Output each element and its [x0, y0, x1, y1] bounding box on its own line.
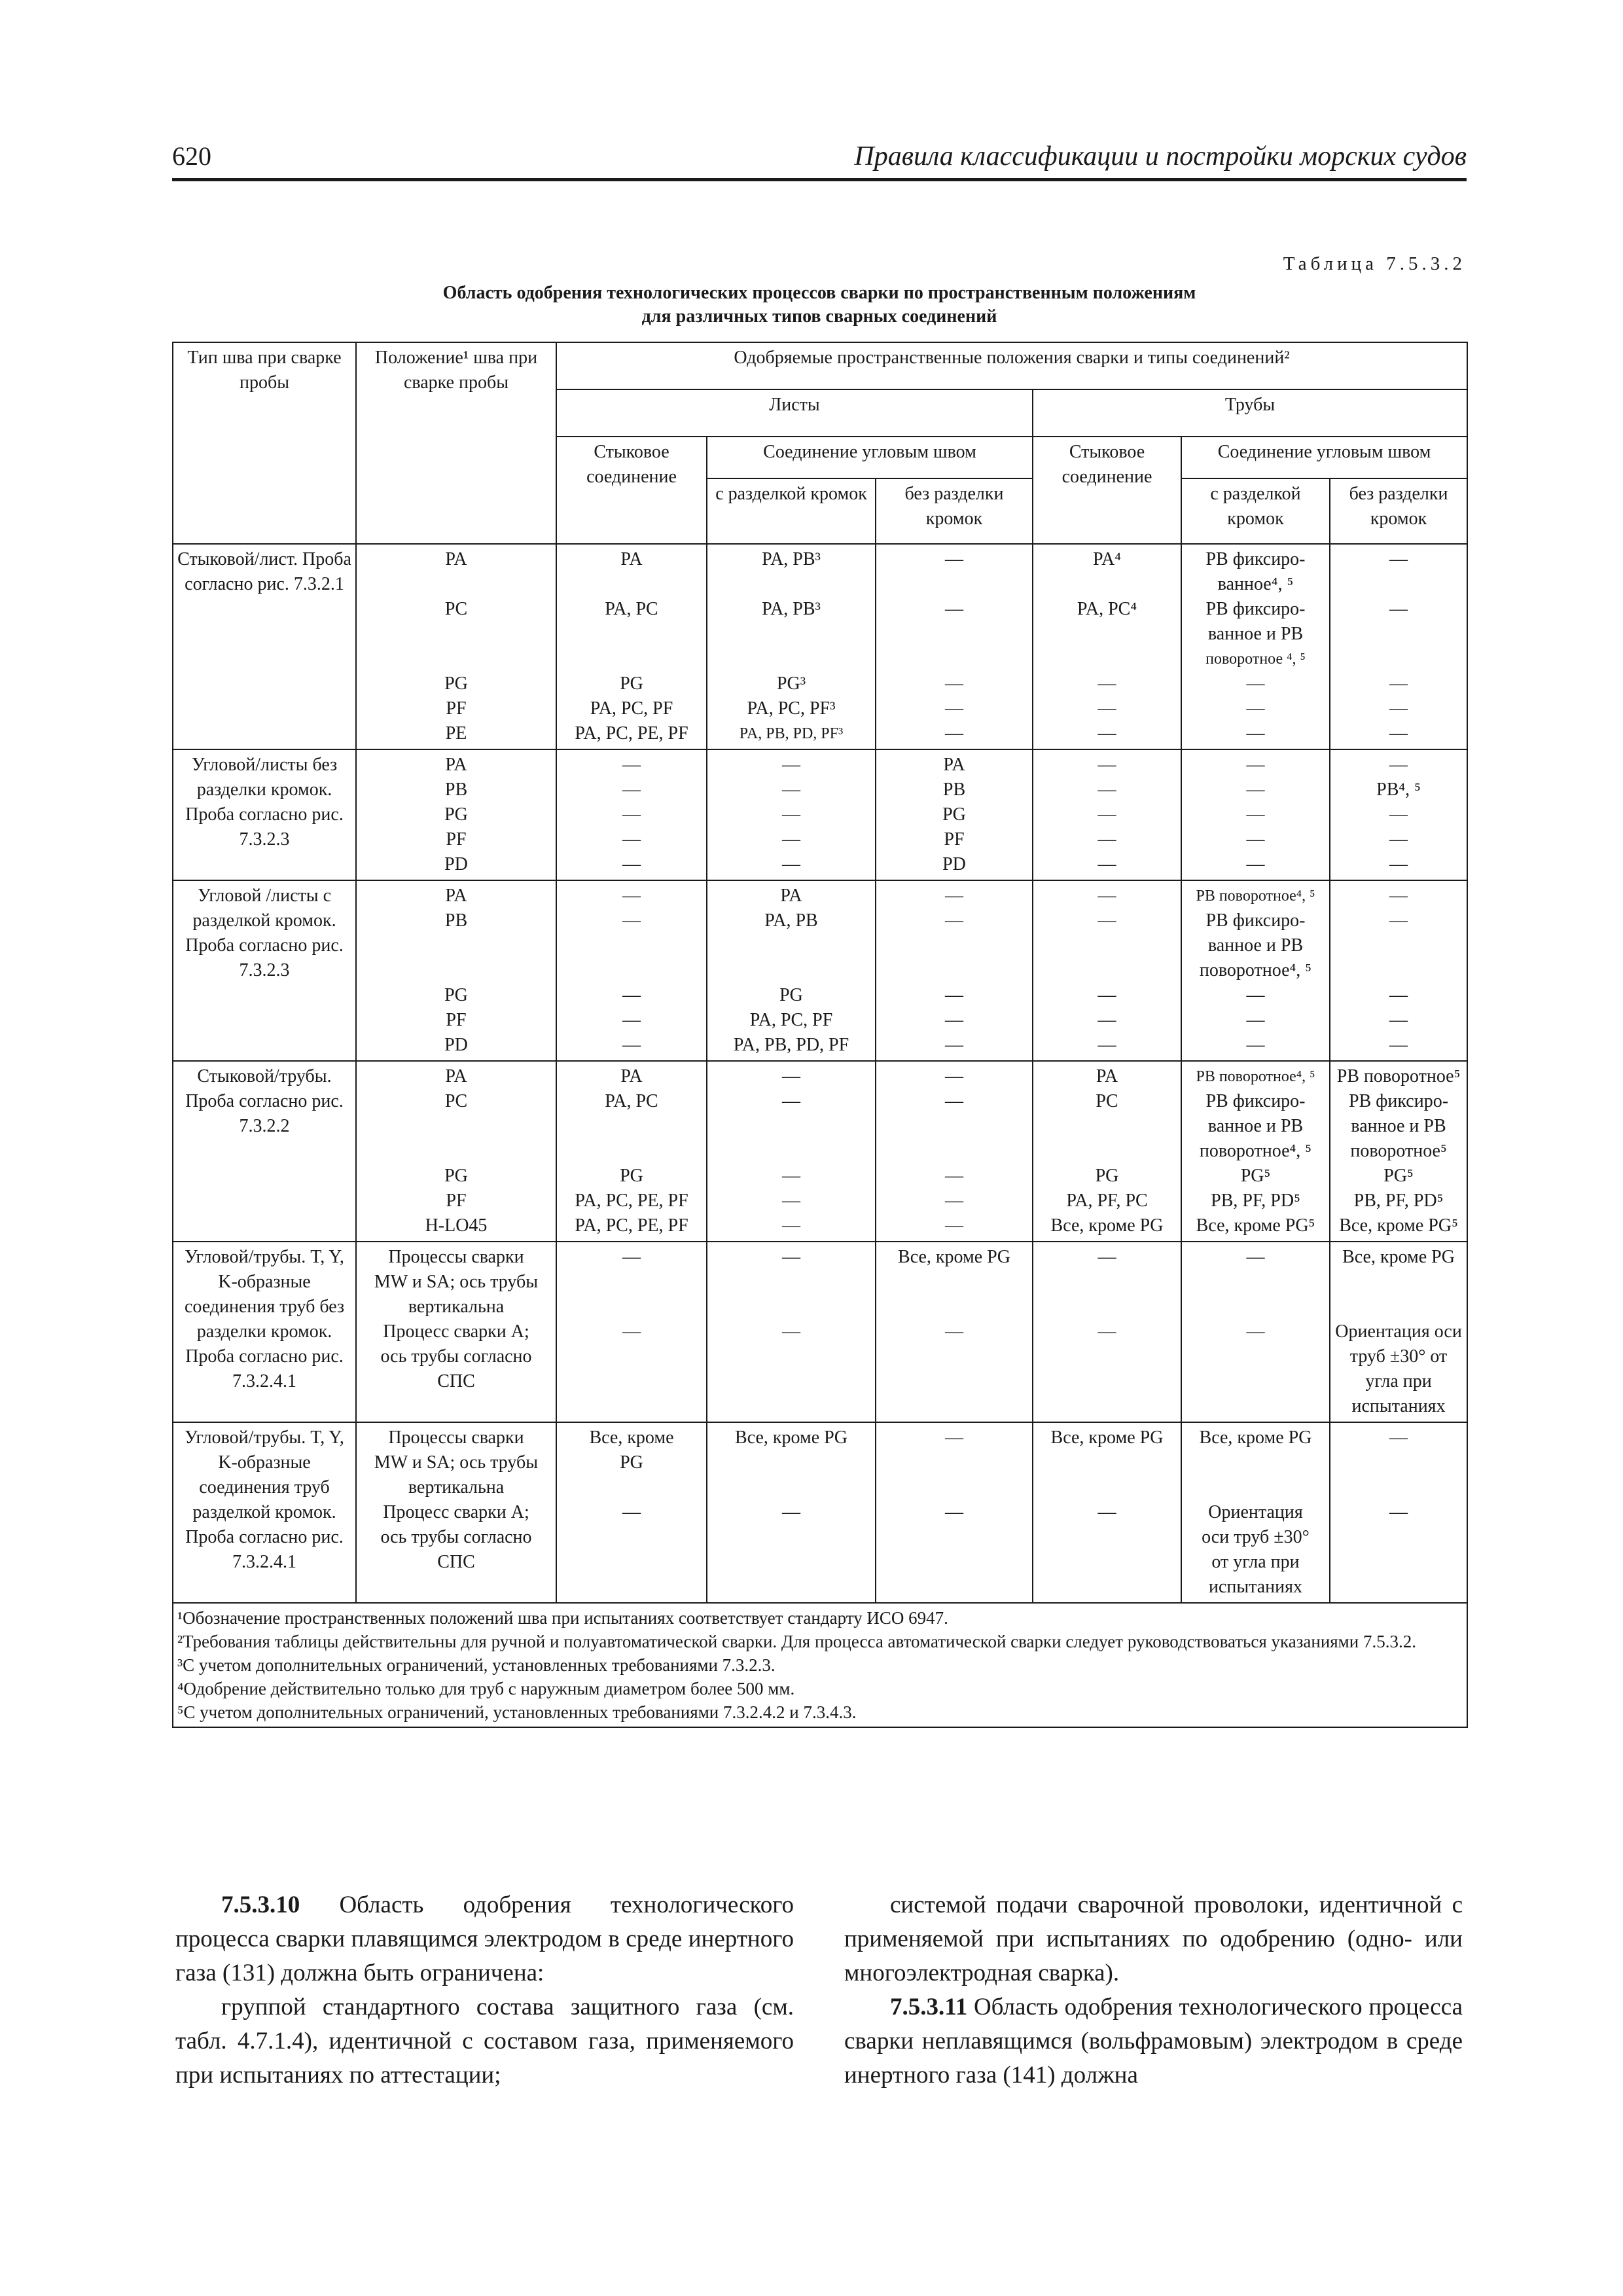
table-row-group [173, 1242, 1467, 1422]
note-4: ⁴Одобрение действительно только для труб с наружным диаметром более 500 мм. [177, 1679, 795, 1698]
table-row-group [173, 544, 1467, 749]
pipes-fillet-no-bevel-cell: — — — — — [1330, 544, 1467, 749]
sheets-fillet-bevel-cell: — — — — — [707, 1061, 876, 1242]
test-position-cell: Процессы сварки MW и SA; ось трубы вертикальна Процесс сварки A; ось трубы согласно СПС [356, 1242, 556, 1422]
sheets-fillet-no-bevel-cell: — — — — — [876, 544, 1033, 749]
pipes-fillet-bevel-cell: PB поворотное⁴, ⁵ PB фиксиро- ванное и PB поворотное⁴, ⁵ — — — [1181, 880, 1330, 1061]
weld-type-cell: Угловой /листы с разделкой кромок. Проба согласно рис. 7.3.2.3 [173, 880, 356, 1061]
paragraph-7-5-3-10: 7.5.3.10 Область одобрения технологического процесса сварки плавящимся электродом в среде инертного газа (131) должна быть ограничена: [175, 1892, 794, 1986]
table-row-group [173, 1061, 1467, 1242]
pipes-butt-cell: — — — — — [1033, 880, 1181, 1061]
caption-line-1: Область одобрения технологических процессов сварки по пространственным положениям [442, 283, 1196, 303]
pipes-fillet-no-bevel-cell: PB поворотное⁵ PB фиксиро- ванное и PB поворотное⁵ PG⁵ PB, PF, PD⁵ Все, кроме PG⁵ [1330, 1061, 1467, 1242]
test-position-cell: PA PB PG PF PD [356, 880, 556, 1061]
table-row-group [173, 1422, 1467, 1603]
pipes-fillet-no-bevel-cell: Все, кроме PG Ориентация оси труб ±30° от угла при испытаниях [1330, 1242, 1467, 1422]
sheets-butt-cell: Все, кроме PG — [556, 1422, 707, 1603]
pipes-fillet-no-bevel-cell: — — — — — [1330, 880, 1467, 1061]
table-label: Таблица 7.5.3.2 [1283, 253, 1466, 274]
sheets-butt-cell: PA PA, PC PG PA, PC, PF PA, PC, PE, PF [556, 544, 707, 749]
pipes-fillet-bevel-cell: PB поворотное⁴, ⁵ PB фиксиро- ванное и PB поворотное⁴, ⁵ PG⁵ PB, PF, PD⁵ Все, кроме PG⁵ [1181, 1061, 1330, 1242]
pipes-butt-cell: — — [1033, 1242, 1181, 1422]
sheets-fillet-bevel-cell: PA, PB³ PA, PB³ PG³ PA, PC, PF³ PA, PB, PD, PF³ [707, 544, 876, 749]
paragraph-gas-group: группой стандартного состава защитного газа (см. табл. 4.7.1.4), идентичной с составом газа, применяемого при испытаниях по аттестации; [175, 1994, 794, 2089]
sheets-fillet-bevel-cell: — — — — — [707, 749, 876, 880]
header-sheets-fillet: Соединение угловым швом [707, 437, 1033, 478]
table-row-group [173, 749, 1467, 880]
table-notes [173, 1603, 1467, 1727]
sheets-butt-cell: — — [556, 1242, 707, 1422]
header-test-weld-type: Тип шва при сварке пробы [173, 342, 356, 544]
sheets-butt-cell: — — — — — [556, 749, 707, 880]
header-pipes-without-bevel: без разделки кромок [1330, 478, 1467, 544]
sheets-fillet-no-bevel-cell: PA PB PG PF PD [876, 749, 1033, 880]
sheets-butt-cell: PA PA, PC PG PA, PC, PE, PF PA, PC, PE, PF [556, 1061, 707, 1242]
pipes-fillet-bevel-cell: — — [1181, 1242, 1330, 1422]
pipes-fillet-bevel-cell: Все, кроме PG Ориентация оси труб ±30° от угла при испытаниях [1181, 1422, 1330, 1603]
test-position-cell: PA PB PG PF PD [356, 749, 556, 880]
table-row-group [173, 880, 1467, 1061]
header-test-position: Положение¹ шва при сварке пробы [356, 342, 556, 544]
body-column-right [844, 1888, 1463, 2092]
pipes-fillet-no-bevel-cell: — PB⁴, ⁵ — — — [1330, 749, 1467, 880]
pipes-butt-cell: PA⁴ PA, PC⁴ — — — [1033, 544, 1181, 749]
header-pipes-with-bevel: с разделкой кромок [1181, 478, 1330, 544]
header-sheets-butt: Стыковое соединение [556, 437, 707, 544]
weld-type-cell: Стыковой/трубы. Проба согласно рис. 7.3.2.2 [173, 1061, 356, 1242]
note-5: ⁵С учетом дополнительных ограничений, установленных требованиями 7.3.2.4.2 и 7.3.4.3. [177, 1702, 857, 1722]
body-column-left [175, 1888, 794, 2092]
pipes-butt-cell: — — — — — [1033, 749, 1181, 880]
header-rule [172, 178, 1467, 181]
header-sheets-with-bevel: с разделкой кромок [707, 478, 876, 544]
paragraph-7-5-3-11: 7.5.3.11 Область одобрения технологического процесса сварки неплавящимся (вольфрамовым) электродом в среде инертного газа (141) должна [844, 1994, 1463, 2089]
sheets-fillet-no-bevel-cell: — — [876, 1422, 1033, 1603]
clause-number: 7.5.3.11 [890, 1994, 968, 2020]
welding-approval-table [172, 342, 1468, 1728]
table-body [173, 544, 1467, 1603]
clause-number: 7.5.3.10 [221, 1892, 300, 1918]
sheets-fillet-no-bevel-cell: — — — — — [876, 1061, 1033, 1242]
header-approved-positions: Одобряемые пространственные положения сварки и типы соединений² [556, 342, 1467, 389]
paragraph-wire-feed: системой подачи сварочной проволоки, идентичной с применяемой при испытаниях по одобрению (одно- или многоэлектродная сварка). [844, 1892, 1463, 1986]
page-header [172, 141, 1467, 180]
test-position-cell: PA PC PG PF H-LO45 [356, 1061, 556, 1242]
sheets-fillet-no-bevel-cell: Все, кроме PG — [876, 1242, 1033, 1422]
header-pipes-butt: Стыковое соединение [1033, 437, 1181, 544]
note-3: ³С учетом дополнительных ограничений, установленных требованиями 7.3.2.3. [177, 1655, 776, 1675]
sheets-butt-cell: — — — — — [556, 880, 707, 1061]
pipes-fillet-bevel-cell: PB фиксиро- ванное⁴, ⁵ PB фиксиро- ванное и PB поворотное ⁴, ⁵ — — — [1181, 544, 1330, 749]
pipes-fillet-no-bevel-cell: — — [1330, 1422, 1467, 1603]
weld-type-cell: Стыковой/лист. Проба согласно рис. 7.3.2.1 [173, 544, 356, 749]
test-position-cell: Процессы сварки MW и SA; ось трубы вертикальна Процесс сварки A; ось трубы согласно СПС [356, 1422, 556, 1603]
header-pipes-fillet: Соединение угловым швом [1181, 437, 1467, 478]
sheets-fillet-no-bevel-cell: — — — — — [876, 880, 1033, 1061]
page-number: 620 [172, 141, 211, 171]
pipes-butt-cell: PA PC PG PA, PF, PC Все, кроме PG [1033, 1061, 1181, 1242]
note-2: ²Требования таблицы действительны для ручной и полуавтоматической сварки. Для процесса автоматической сварки следует руководствоваться указаниями 7.5.3.2. [177, 1632, 1416, 1651]
sheets-fillet-bevel-cell: Все, кроме PG — [707, 1422, 876, 1603]
caption-line-2: для различных типов сварных соединений [641, 306, 997, 327]
header-sheets: Листы [556, 389, 1033, 437]
header-sheets-without-bevel: без разделки кромок [876, 478, 1033, 544]
pipes-butt-cell: Все, кроме PG — [1033, 1422, 1181, 1603]
note-1: ¹Обозначение пространственных положений шва при испытаниях соответствует стандарту ИСО 6947. [177, 1608, 948, 1628]
header-pipes: Трубы [1033, 389, 1467, 437]
table-caption [172, 281, 1467, 329]
weld-type-cell: Угловой/трубы. T, Y, K-образные соединения труб разделкой кромок. Проба согласно рис. 7.3.2.4.1 [173, 1422, 356, 1603]
weld-type-cell: Угловой/трубы. T, Y, K-образные соединения труб без разделки кромок. Проба согласно рис. 7.3.2.4.1 [173, 1242, 356, 1422]
weld-type-cell: Угловой/листы без разделки кромок. Проба согласно рис. 7.3.2.3 [173, 749, 356, 880]
running-title: Правила классификации и постройки морских судов [854, 141, 1467, 171]
test-position-cell: PA PC PG PF PE [356, 544, 556, 749]
pipes-fillet-bevel-cell: — — — — — [1181, 749, 1330, 880]
sheets-fillet-bevel-cell: — — [707, 1242, 876, 1422]
sheets-fillet-bevel-cell: PA PA, PB PG PA, PC, PF PA, PB, PD, PF [707, 880, 876, 1061]
